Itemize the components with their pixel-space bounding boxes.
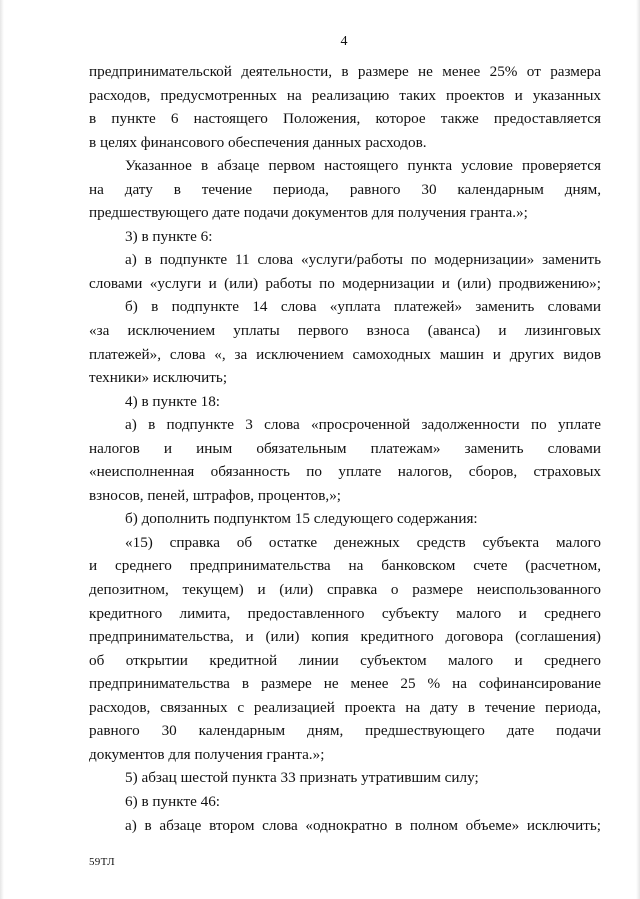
text-line: на дату в течение периода, равного 30 календарным дням, xyxy=(89,180,601,198)
text-line: предпринимательства, и (или) копия кредитного договора (соглашения) xyxy=(89,628,601,646)
text-line: а) в абзаце втором слова «однократно в полном объеме» исключить; xyxy=(125,816,601,834)
text-line: Указанное в абзаце первом настоящего пункта условие проверяется xyxy=(125,157,601,175)
text-line: б) дополнить подпунктом 15 следующего содержания: xyxy=(125,510,478,528)
text-line: техники» исключить; xyxy=(89,369,228,387)
text-line: 3) в пункте 6: xyxy=(125,227,213,245)
text-line: равного 30 календарным дням, предшествующего дате подачи xyxy=(89,722,601,740)
text-line: а) в подпункте 11 слова «услуги/работы по модернизации» заменить xyxy=(125,251,601,269)
text-line: «за исключением уплаты первого взноса (аванса) и лизинговых xyxy=(89,322,601,340)
text-line: предшествующего дате подачи документов для получения гранта.»; xyxy=(89,204,528,222)
text-line: депозитном, текущем) и (или) справка о размере неиспользованного xyxy=(89,581,601,599)
text-line: 6) в пункте 46: xyxy=(125,792,221,810)
page-edge-right xyxy=(636,0,640,899)
text-line: в целях финансового обеспечения данных расходов. xyxy=(89,133,427,151)
text-line: в пункте 6 настоящего Положения, которое также предоставляется xyxy=(89,110,601,128)
page-number: 4 xyxy=(340,34,348,49)
text-line: предпринимательской деятельности, в размере не менее 25% от размера xyxy=(89,63,601,80)
document-body xyxy=(89,60,601,837)
text-line: а) в подпункте 3 слова «просроченной задолженности по уплате xyxy=(125,416,601,434)
text-line: предпринимательства в размере не менее 25 % на софинансирование xyxy=(89,675,601,693)
text-line: и среднего предпринимательства на банковском счете (расчетном, xyxy=(89,557,601,575)
text-line: платежей», слова «, за исключением самоходных машин и других видов xyxy=(89,345,601,363)
text-line: 5) абзац шестой пункта 33 признать утратившим силу; xyxy=(125,769,479,787)
page-edge-left xyxy=(0,0,4,899)
text-line: расходов, предусмотренных на реализацию таких проектов и указанных xyxy=(89,86,601,104)
text-line: «15) справка об остатке денежных средств субъекта малого xyxy=(125,533,601,551)
text-line: словами «услуги и (или) работы по модернизации и (или) продвижению»; xyxy=(89,274,601,292)
text-line: б) в подпункте 14 слова «уплата платежей» заменить словами xyxy=(125,298,601,316)
text-line: расходов, связанных с реализацией проекта на дату в течение периода, xyxy=(89,698,601,716)
text-line: документов для получения гранта.»; xyxy=(89,745,325,763)
text-line: взносов, пеней, штрафов, процентов,»; xyxy=(89,486,342,504)
text-line: 4) в пункте 18: xyxy=(125,392,221,410)
text-line: налогов и иным обязательным платежам» заменить словами xyxy=(89,439,601,457)
text-line: об открытии кредитной линии субъектом малого и среднего xyxy=(89,651,601,669)
text-line: «неисполненная обязанность по уплате налогов, сборов, страховых xyxy=(89,463,601,481)
text-line: кредитного лимита, предоставленного субъекту малого и среднего xyxy=(89,604,601,622)
document-code: 59ТЛ xyxy=(89,856,115,868)
